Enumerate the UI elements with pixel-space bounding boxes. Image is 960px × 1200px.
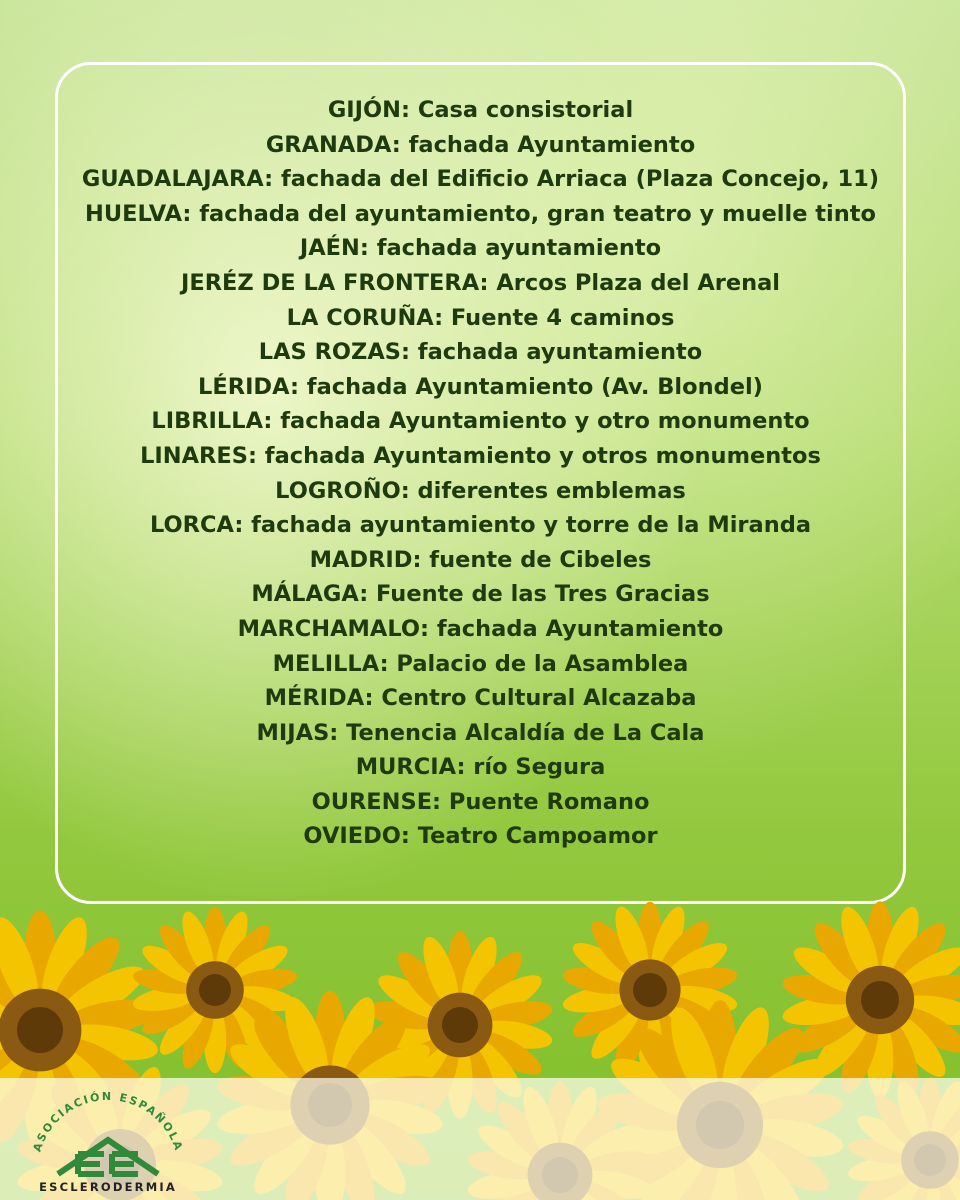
list-item: LIBRILLA: fachada Ayuntamiento y otro monumento (151, 408, 810, 435)
list-item: HUELVA: fachada del ayuntamiento, gran teatro y muelle tinto (85, 200, 876, 227)
list-item: OVIEDO: Teatro Campoamor (303, 823, 658, 850)
svg-text:ASOCIACIÓN ESPAÑOLA (31, 1090, 186, 1153)
list-item: MURCIA: río Segura (355, 754, 606, 781)
list-item: GIJÓN: Casa consistorial (327, 97, 634, 123)
list-item: LAS ROZAS: fachada ayuntamiento (258, 339, 703, 366)
list-item: JERÉZ DE LA FRONTERA: Arcos Plaza del Arenal (180, 269, 781, 296)
list-item: LINARES: fachada Ayuntamiento y otros monumentos (140, 442, 821, 469)
logo-top-text: ASOCIACIÓN ESPAÑOLA (30, 1089, 186, 1154)
logo-bottom-text: ESCLERODERMIA (39, 1180, 177, 1194)
list-item: MELILLA: Palacio de la Asamblea (272, 650, 689, 677)
list-item: LÉRIDA: fachada Ayuntamiento (Av. Blondel) (198, 373, 763, 400)
list-item: LORCA: fachada ayuntamiento y torre de la Miranda (149, 512, 812, 539)
location-list (55, 93, 906, 854)
list-item: MÁLAGA: Fuente de las Tres Gracias (251, 581, 710, 608)
list-item: LA CORUÑA: Fuente 4 caminos (286, 304, 675, 331)
list-item: MÉRIDA: Centro Cultural Alcazaba (264, 685, 697, 712)
list-item: MADRID: fuente de Cibeles (309, 546, 652, 573)
list-item: MIJAS: Tenencia Alcaldía de La Cala (256, 719, 705, 746)
list-item: LOGROÑO: diferentes emblemas (275, 477, 686, 504)
list-item: JAÉN: fachada ayuntamiento (299, 235, 662, 262)
list-item: OURENSE: Puente Romano (311, 788, 650, 815)
list-item: MARCHAMALO: fachada Ayuntamiento (237, 615, 724, 642)
list-item: GUADALAJARA: fachada del Edificio Arriaca (Plaza Concejo, 11) (81, 166, 880, 193)
list-item: GRANADA: fachada Ayuntamiento (265, 131, 696, 158)
association-logo-icon (20, 1082, 196, 1196)
